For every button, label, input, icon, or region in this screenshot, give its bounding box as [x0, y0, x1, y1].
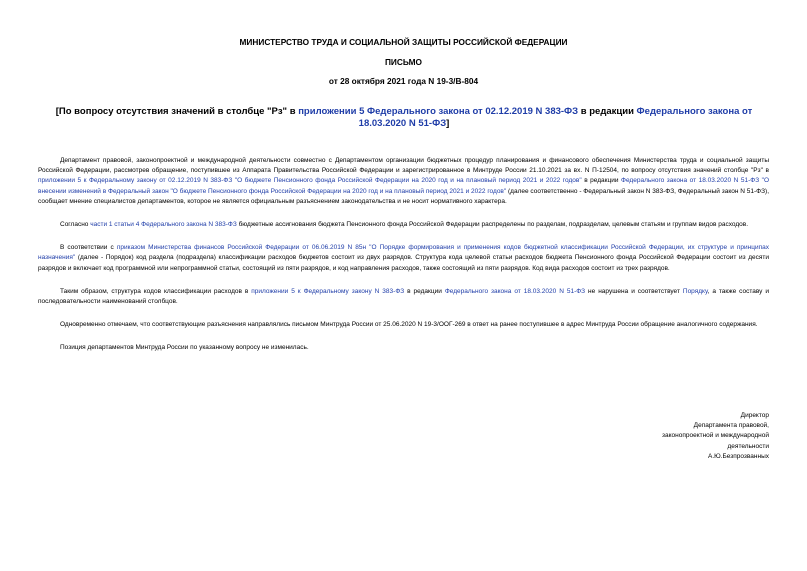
paragraph-3 [38, 243, 769, 274]
document-date-number: от 28 октября 2021 года N 19-3/В-804 [328, 76, 479, 86]
signature-department: Департамента правовой, [693, 422, 769, 430]
link-article-4-law-383[interactable]: части 1 статьи 4 Федерального закона N 383-ФЗ [90, 221, 237, 229]
letter-subject [38, 106, 770, 130]
link-law-51[interactable]: Федерального закона от 18.03.2020 N 51-ФЗ [444, 287, 586, 295]
paragraph-text: , а также составу и последовательности наименований столбцов. [38, 287, 770, 306]
document-type: ПИСЬМО [384, 57, 423, 67]
link-appendix-5-law-383[interactable]: приложении 5 к Федеральному закону N 383-ФЗ [251, 287, 405, 295]
subject-text: ] [446, 118, 450, 129]
paragraph-text: Согласно [60, 221, 91, 229]
paragraph-text: бюджетные ассигнования бюджета Пенсионного фонда Российской Федерации распределены по разделам, подразделам, целевым статьям и группам видов расходов. [236, 221, 749, 229]
link-order-85n[interactable]: приказом Министерства финансов Российской Федерации от 06.06.2019 N 85н "О Порядке формирования и применения кодов бюджетной классификации Российской Федерации, их структуре и принципах назначения" [38, 244, 769, 262]
paragraph-text: в редакции [404, 287, 445, 295]
signatory-name: А.Ю.Безпрозванных [708, 452, 769, 460]
signature-position: Директор [740, 412, 769, 419]
paragraph-text: Позиция департаментов Минтруда России по указанному вопросу не изменилась. [60, 344, 309, 352]
paragraph-text: (далее соответственно - Федеральный закон N 383-ФЗ, Федеральный закон N 51-ФЗ), сообщает мнение специалистов департаментов, которое не является официальным разъяснением законодательства и не носит нормативного характера. [38, 187, 769, 205]
paragraph-text: Таким образом, структура кодов классификации расходов в [60, 287, 252, 295]
paragraph-2 [38, 220, 769, 230]
link-poryadok[interactable]: Порядку [682, 287, 708, 295]
paragraph-text: В соответствии с [60, 244, 117, 252]
paragraph-text: в редакции [581, 177, 622, 185]
paragraph-6 [38, 343, 769, 353]
letter-body [38, 156, 769, 367]
signature-department: законопроектной и международной [662, 432, 769, 440]
paragraph-text: Одновременно отмечаем, что соответствующие разъяснения направлялись письмом Минтруда России от 25.06.2020 N 19-3/ООГ-269 в ответ на ранее поступившее в адрес Минтруда России обращение аналогичного содержания. [60, 321, 758, 329]
subject-link-law-51[interactable]: Федерального закона от 18.03.2020 N 51-ФЗ [358, 106, 753, 129]
paragraph-text: (далее - Порядок) код раздела (подраздела) классификации расходов бюджетов состоит из двух разрядов. Структура кода целевой статьи расходов бюджета Пенсионного фонда Российской Федерации состоит из десяти разрядов и включает код программной или непрограммной статьи, состоящий из пяти разрядов, и код направления расходов, также состоящий из пяти разрядов. Код вида расходов состоит из трех разрядов. [38, 254, 769, 272]
signature-block [662, 411, 769, 462]
subject-text: [По вопросу отсутствия значений в столбце "Рз" в [55, 106, 299, 117]
paragraph-5 [38, 320, 769, 330]
paragraph-text: не нарушена и соответствует [585, 287, 683, 295]
subject-text: в редакции [578, 106, 637, 117]
link-appendix-5-law-383[interactable]: приложении 5 к Федеральному закону от 02.12.2019 N 383-ФЗ "О бюджете Пенсионного фонда Российской Федерации на 2020 год и на плановый период 2021 и 2022 годов" [38, 177, 582, 185]
paragraph-text: Департамент правовой, законопроектной и международной деятельности совместно с Департаментом организации бюджетных процедур планирования и финансового обеспечения Министерства труда и социальной защиты Российской Федерации, рассмотрев обращение, поступившее из Аппарата Правительства Российской Федерации и зарегистрированное в Минтруде России 21.10.2021 за вх. N П-12504, по вопросу отсутствия значений столбце "Рз" в [38, 157, 769, 175]
paragraph-1 [38, 156, 769, 207]
ministry-title: МИНИСТЕРСТВО ТРУДА И СОЦИАЛЬНОЙ ЗАЩИТЫ РОССИЙСКОЙ ФЕДЕРАЦИИ [239, 37, 568, 47]
link-law-51[interactable]: Федерального закона от 18.03.2020 N 51-ФЗ "О внесении изменений в Федеральный закон "О бюджете Пенсионного фонда Российской Федерации на 2020 год и на плановый период 2021 и 2022 годов" [38, 177, 770, 195]
paragraph-4 [38, 287, 769, 307]
subject-link-law-383[interactable]: приложении 5 Федерального закона от 02.12.2019 N 383-ФЗ [298, 106, 579, 117]
signature-department: деятельности [727, 442, 769, 450]
